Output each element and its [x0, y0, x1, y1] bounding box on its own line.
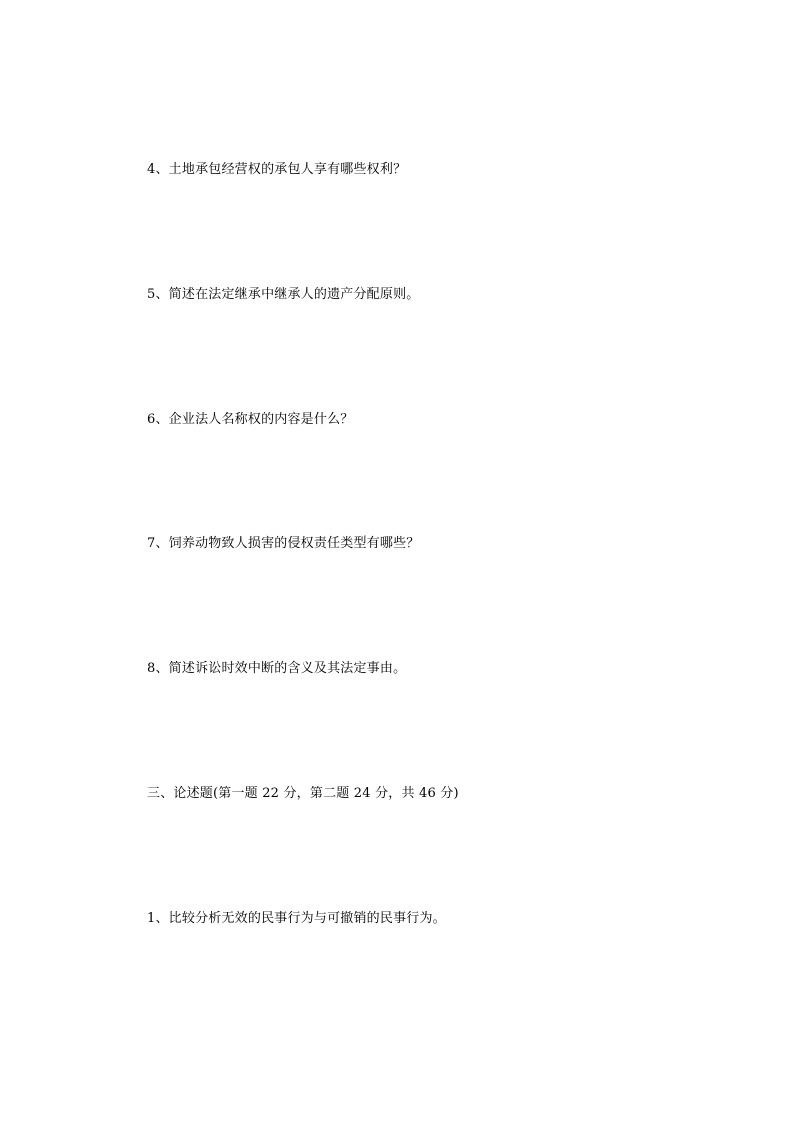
question-5: 5、简述在法定继承中继承人的遗产分配原则。	[147, 287, 420, 302]
question-4: 4、土地承包经营权的承包人享有哪些权利？	[147, 162, 407, 177]
question-7: 7、饲养动物致人损害的侵权责任类型有哪些？	[147, 536, 420, 551]
question-6: 6、企业法人名称权的内容是什么？	[147, 412, 354, 427]
question-8: 8、简述诉讼时效中断的含义及其法定事由。	[147, 661, 407, 676]
essay-question-1: 1、比较分析无效的民事行为与可撤销的民事行为。	[147, 911, 446, 926]
section-three-heading: 三、论述题(第一题 22 分，第二题 24 分，共 46 分)	[147, 786, 459, 801]
